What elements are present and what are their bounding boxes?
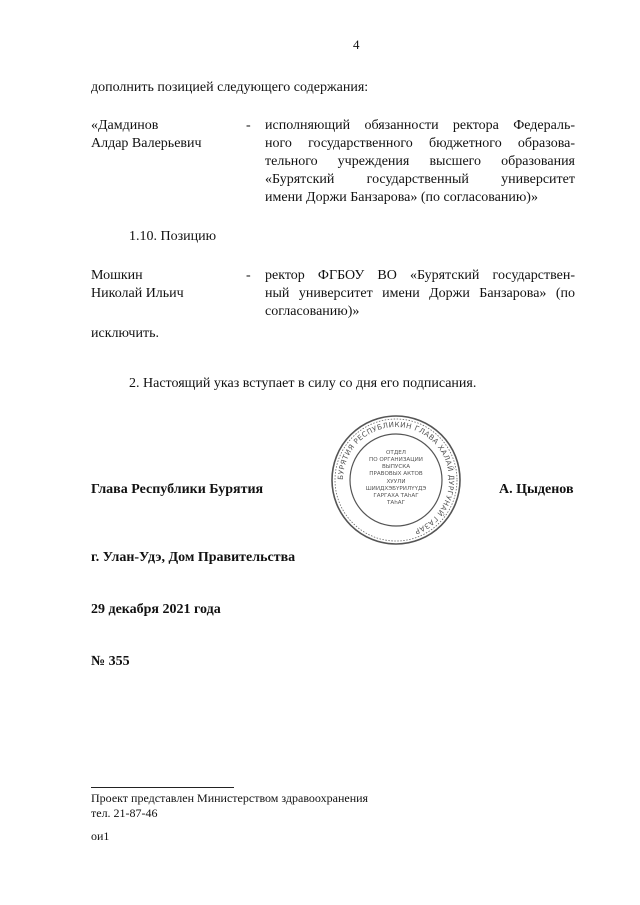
entry1-desc-line: исполняющий обязанности ректора Федераль- (265, 118, 575, 133)
stamp-center-line: ВЫПУСКА (381, 464, 411, 470)
entry1-desc-line: имени Доржи Банзарова» (по согласованию)» (265, 190, 538, 205)
place: г. Улан-Удэ, Дом Правительства (91, 550, 296, 565)
exclude-text: исключить. (91, 326, 159, 341)
intro-text: дополнить позицией следующего содержания: (91, 80, 369, 95)
stamp-center-line: ПРАВОВЫХ АКТОВ (369, 471, 423, 477)
footnote-code: ои1 (91, 829, 110, 843)
entry1-desc-line: ного государственного бюджетного образова- (265, 136, 575, 151)
entry1-surname: «Дамдинов (91, 118, 159, 133)
entry1-given-name: Алдар Валерьевич (91, 136, 202, 151)
entry2-dash: - (246, 268, 251, 283)
entry2-desc-line: ный университет имени Доржи Банзарова» (по (265, 286, 575, 301)
clause-2: 2. Настоящий указ вступает в силу со дня его подписания. (129, 376, 477, 391)
entry2-desc-line: ректор ФГБОУ ВО «Бурятский государствен- (265, 268, 575, 283)
signature-title: Глава Республики Бурятия (91, 482, 264, 497)
stamp-center-line: ОТДЕЛ (386, 450, 406, 456)
stamp-center-line: ПО ОРГАНИЗАЦИИ (369, 457, 423, 463)
footnote-line2: тел. 21-87-46 (91, 806, 158, 820)
stamp-ring-text: БУРЯТИЯ РЕСПУБЛИКИН ГЛАВА ХАЛАЙ ДУРГУНАЙ ГАЗАР (335, 419, 457, 537)
entry2-description (265, 267, 575, 321)
entry1-description (265, 117, 575, 207)
decree-number: № 355 (91, 654, 130, 669)
stamp-center-line: ХУУЛИ (386, 479, 406, 485)
entry1-desc-line: тельного учреждения высшего образования (265, 154, 575, 169)
date: 29 декабря 2021 года (91, 602, 221, 617)
page-number: 4 (353, 37, 360, 52)
entry1-desc-line: «Бурятский государственный университет (265, 172, 575, 187)
entry2-surname: Мошкин (91, 268, 143, 283)
stamp-center-line: ТАһАГ (386, 500, 406, 506)
entry1-dash: - (246, 118, 251, 133)
entry2-given-name: Николай Ильич (91, 286, 184, 301)
item-1-10: 1.10. Позицию (129, 229, 217, 244)
stamp-center-line: ГАРГАХА ТАһАГ (373, 493, 419, 499)
signature-name: А. Цыденов (499, 482, 574, 497)
official-stamp (328, 412, 464, 548)
entry2-desc-line: согласованию)» (265, 304, 360, 319)
footnote-rule (91, 787, 234, 788)
stamp-center-line: ШИИДХЭБҮРИЛҮҮДЭ (365, 486, 427, 492)
footnote-line1: Проект представлен Министерством здравоохранения (91, 791, 369, 805)
